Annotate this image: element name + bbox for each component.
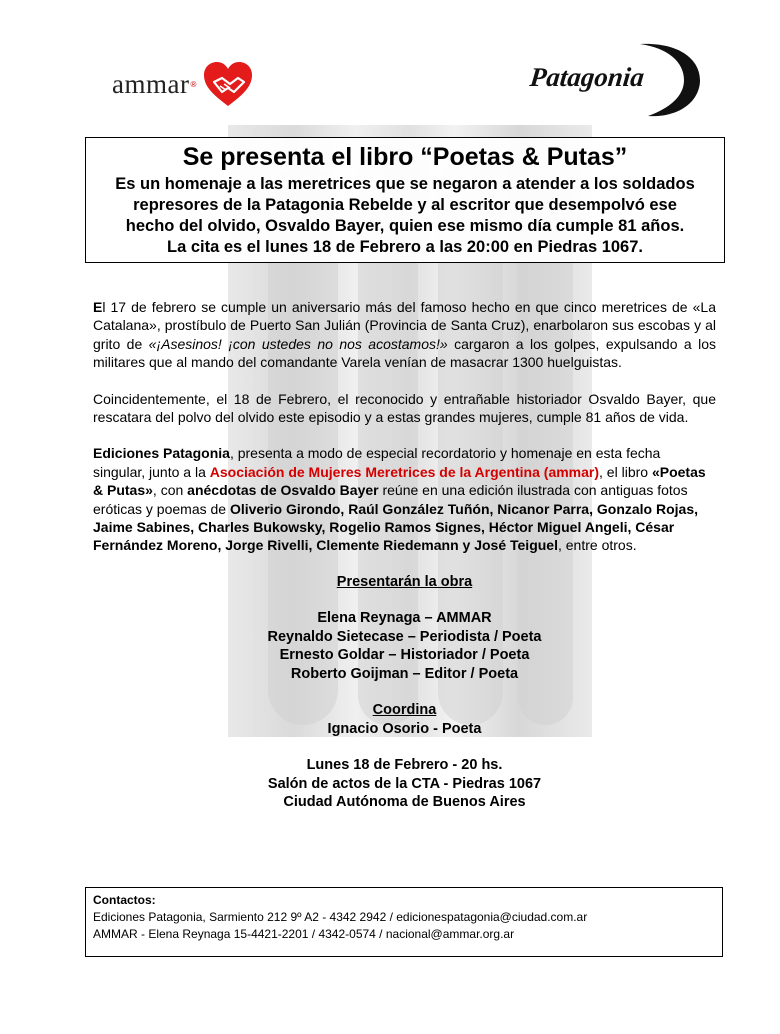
coordinator-heading: Coordina [372,702,437,719]
paragraph-text: , con [152,482,188,499]
subtitle-line: hecho del olvido, Osvaldo Bayer, quien ese mismo día cumple 81 años. [125,217,685,235]
publisher-name: Ediciones Patagonia [93,445,230,462]
ammar-logo [112,56,312,112]
book-title: «Poetas & Putas» [93,463,706,499]
contact-line: AMMAR - Elena Reynaga 15-4421-2201 / 4342-0574 / nacional@ammar.org.ar [93,927,515,941]
event-venue: Salón de actos de la CTA - Piedras 1067 [267,775,542,792]
paragraph-text: l 17 de febrero se cumple un aniversario más del famoso hecho en que cinco meretrices de «La Catalana», prostíbulo de Puerto San Julián (Provincia de Santa Cruz), enarbolaron sus escobas y al grito de [93,299,716,352]
ammar-logo-text: ammar [112,68,190,99]
patagonia-logo [520,40,710,120]
contacts-box [85,887,723,957]
subtitle-line: represores de la Patagonia Rebelde y al escritor que desempolvó ese [133,196,677,214]
drop-letter: E [93,299,103,315]
paragraph-text: , entre otros. [557,537,637,554]
poets-list: Oliverio Girondo, Raúl González Tuñón, Nicanor Parra, Gonzalo Rojas, Jaime Sabines, Charles Bukowsky, Rogelio Ramos Signes, Héctor Miguel Angeli, César Fernández Moreno, Jorge Rivelli, Clemente Riedemann y José Teiguel [93,500,698,554]
quote-text: «¡Asesinos! ¡con ustedes no nos acostamos!» [148,335,448,352]
association-name: Asociación de Mujeres Meretrices de la Argentina (ammar) [209,463,600,480]
paragraph-text: cargaron a los golpes, expulsando a los militares que al mando del comandante Varela venían de masacrar 1300 huelguistas. [93,335,716,371]
patagonia-logo-text: Patagonia [528,62,646,92]
heart-handshake-icon [202,60,254,108]
contact-line: Ediciones Patagonia, Sarmiento 212 9º A2 - 4342 2942 / edicionespatagonia@ciudad.com.ar [93,910,588,924]
event-city: Ciudad Autónoma de Buenos Aires [283,794,526,811]
paragraph-text: , el libro [599,463,652,480]
registered-mark: ® [190,79,197,89]
presenters-heading: Presentarán la obra [336,573,473,590]
coordinator-name: Ignacio Osorio - Poeta [327,720,482,737]
presenter-item: Ernesto Goldar – Historiador / Poeta [279,647,530,664]
page-title: Se presenta el libro “Poetas & Putas” [182,143,628,171]
presenter-item: Elena Reynaga – AMMAR [317,610,492,627]
paragraph-book [93,444,716,554]
contacts-label: Contactos: [93,893,156,907]
paragraph-bayer: Coincidentemente, el 18 de Febrero, el reconocido y entrañable historiador Osvaldo Bayer, que rescatara del polvo del olvido este episodio y a estas grandes mujeres, cumple 81 años de vida. [93,390,716,426]
presenter-item: Reynaldo Sietecase – Periodista / Poeta [267,628,542,645]
paragraph-text: reúne en una edición ilustrada con antiguas fotos eróticas y poemas de [93,482,688,517]
subtitle-line: La cita es el lunes 18 de Febrero a las 20:00 en Piedras 1067. [166,238,643,256]
subtitle-line: Es un homenaje a las meretrices que se negaron a atender a los soldados [115,175,695,193]
title-box [85,137,725,263]
paragraph-text: , presenta a modo de especial recordatorio y homenaje en esta fecha singular, junto a la [93,445,661,480]
paragraph-history [93,298,716,372]
presenter-item: Roberto Goijman – Editor / Poeta [290,665,519,682]
event-date: Lunes 18 de Febrero - 20 hs. [306,757,503,774]
main-content [93,298,716,812]
anecdotes-text: anécdotas de Osvaldo Bayer [187,482,379,499]
